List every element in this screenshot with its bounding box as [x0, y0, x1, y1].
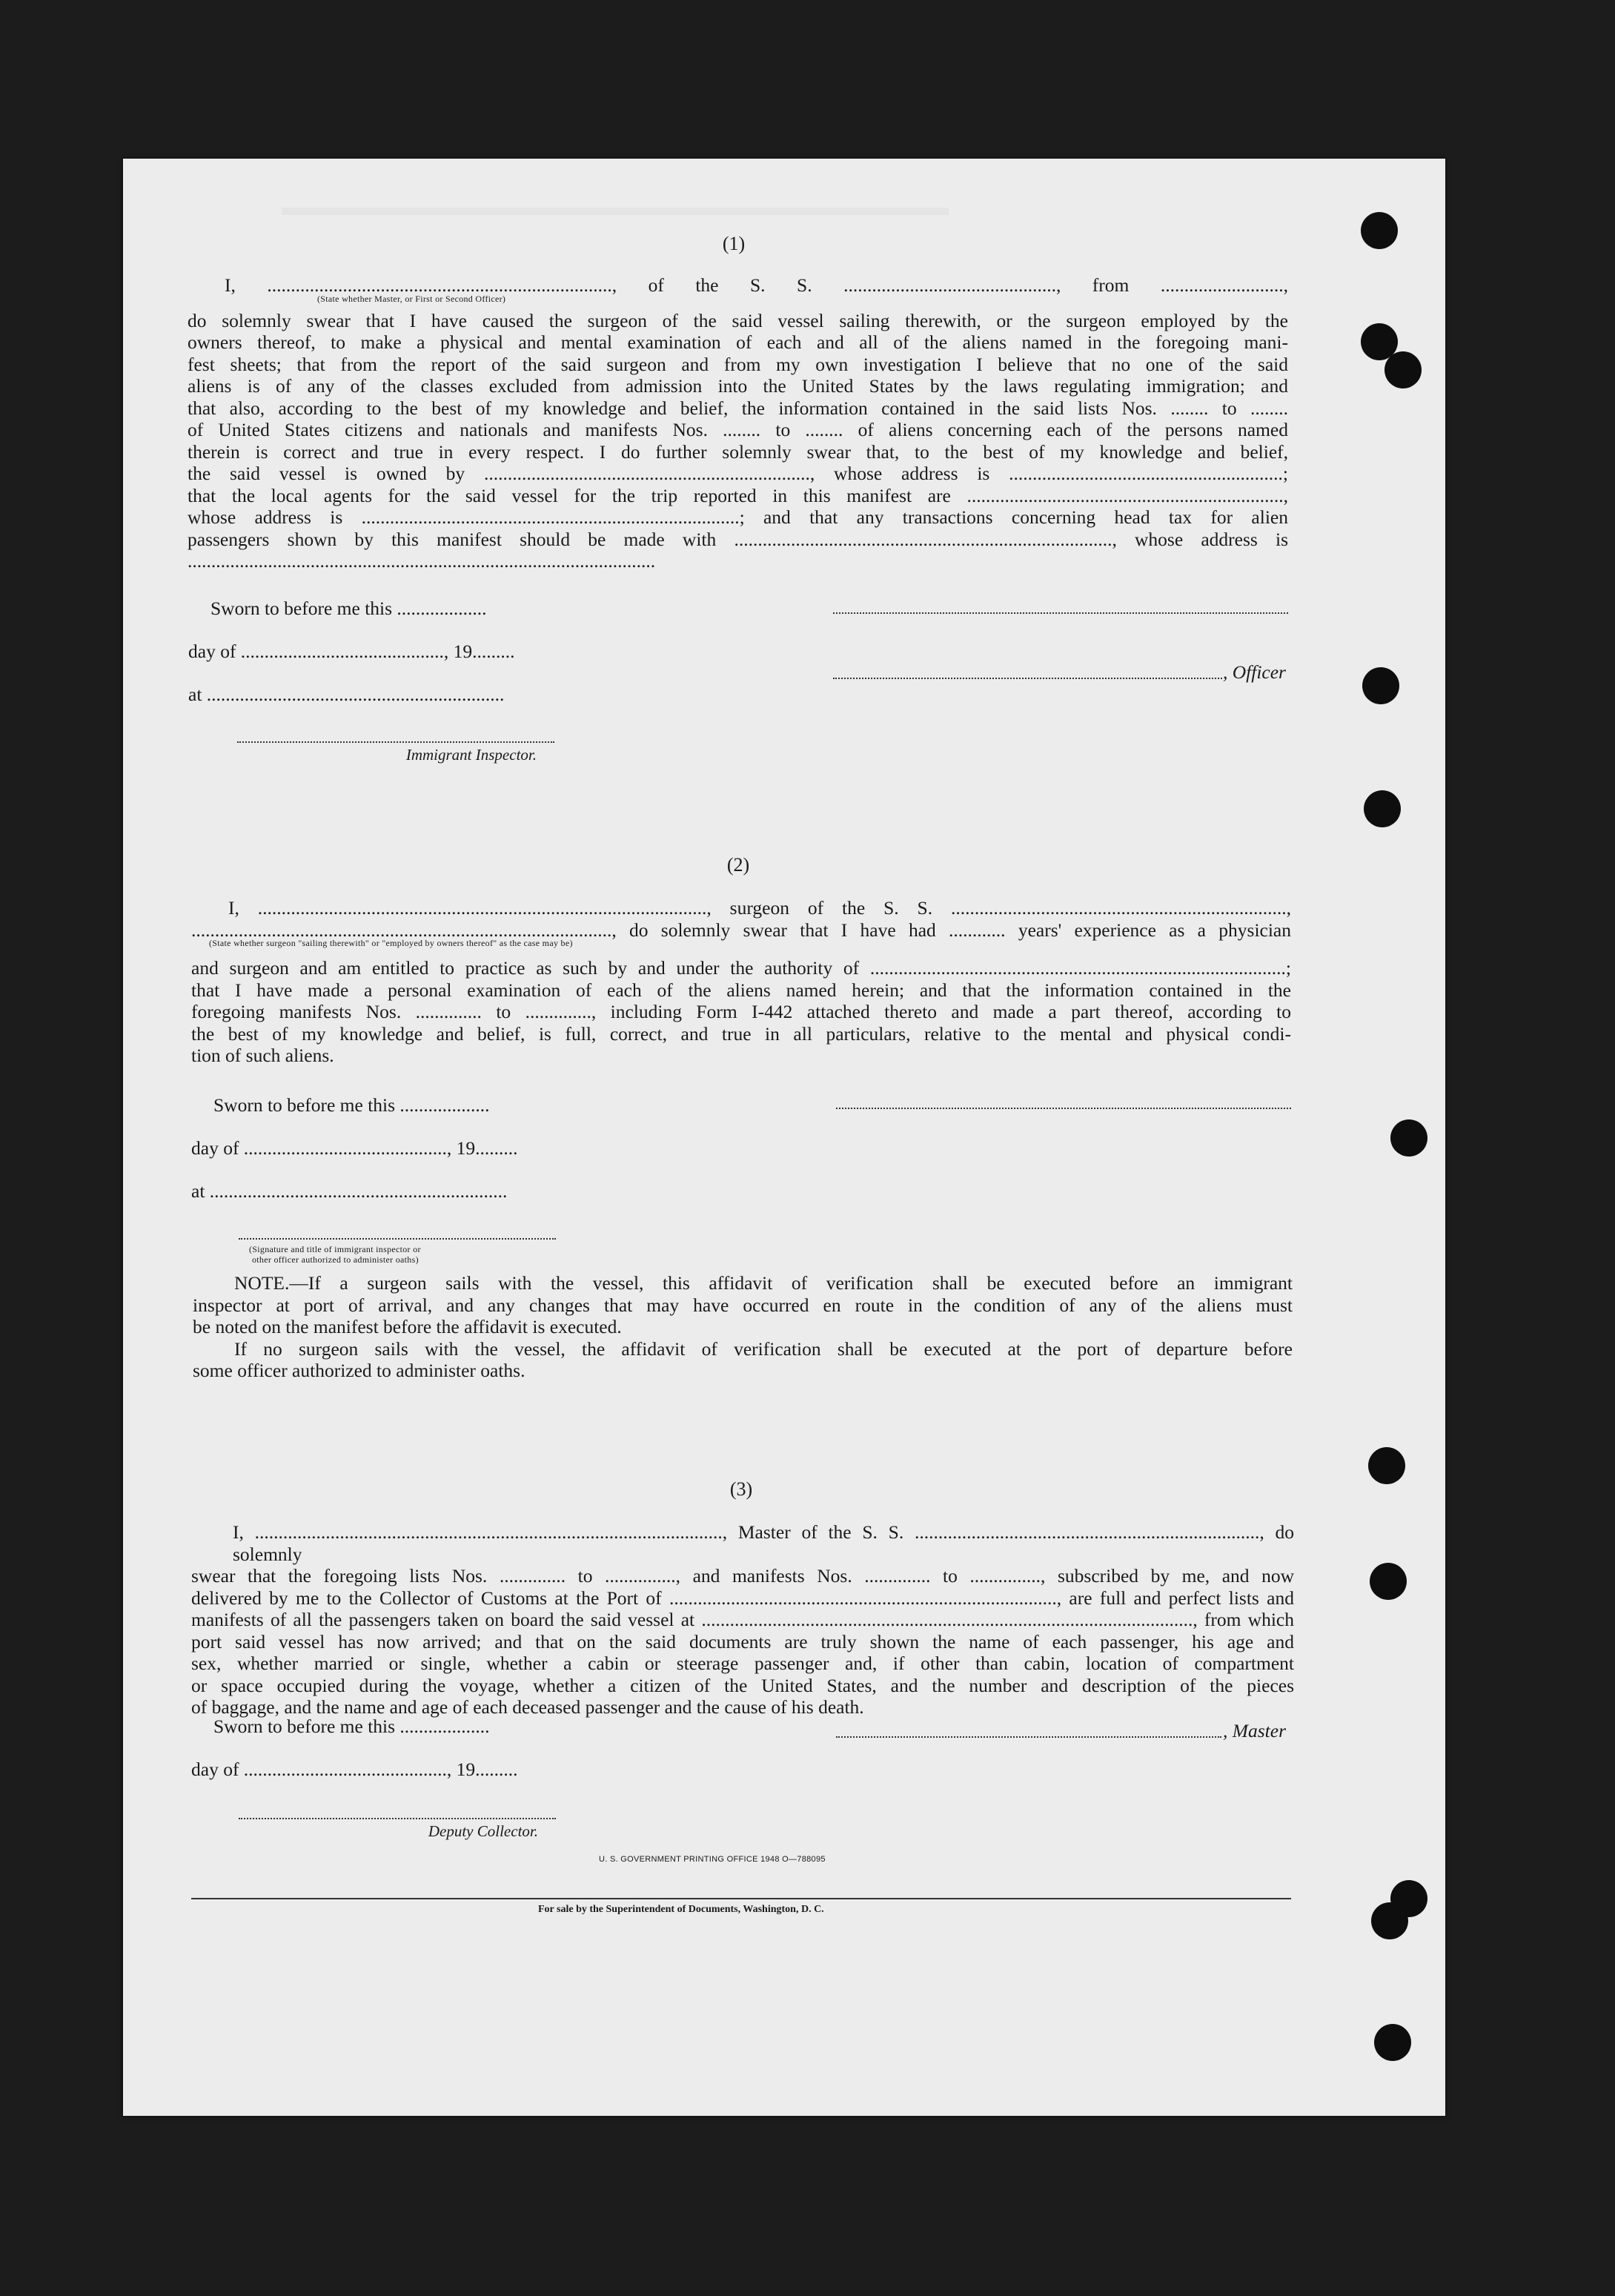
oath-line: ........................................................................................., do solemnly swear that I have had ............ years' experience as a physician: [191, 919, 1291, 941]
punch-hole: [1364, 790, 1401, 827]
bleed-through-text: [282, 208, 949, 259]
note-line: be noted on the manifest before the affidavit is executed.: [193, 1316, 622, 1337]
oath-line: do solemnly swear that I have caused the surgeon of the said vessel sailing therewith, or the surgeon employed by the: [188, 309, 1288, 331]
oath-line: passengers shown by this manifest should be made with ................................................................................, whose address is: [188, 528, 1288, 550]
inspector-signature-line: [239, 1238, 556, 1240]
section-2-oath: [191, 897, 1291, 1067]
oath-line: ...................................................................................................: [188, 550, 656, 572]
note-line: If no surgeon sails with the vessel, the affidavit of verification shall be executed at the port of departure before: [234, 1337, 1293, 1360]
oath-line: the best of my knowledge and belief, is full, correct, and true in all particulars, relative to the mental and physical condi-: [191, 1022, 1291, 1045]
day-of-line: day of ..........................................., 19.........: [188, 641, 515, 662]
at-line: at ...............................................................: [191, 1180, 508, 1202]
section-number: (3): [729, 1478, 753, 1500]
punch-hole: [1368, 1447, 1405, 1484]
punch-hole: [1390, 1119, 1427, 1157]
oath-line: the said vessel is owned by ....................................................................., whose address is ..........................................................;: [188, 463, 1288, 484]
day-of-line: day of ..........................................., 19.........: [191, 1137, 518, 1159]
master-signature-line: [836, 1736, 1221, 1738]
surgeon-note: (State whether surgeon "sailing therewith" or "employed by owners thereof" as the case may be): [209, 938, 573, 948]
oath-line: foregoing manifests Nos. .............. to .............., including Form I-442 attached thereto and made a part thereof, according to: [191, 1001, 1291, 1022]
collector-signature-line: [239, 1818, 556, 1819]
punch-hole: [1371, 1902, 1408, 1939]
oath-line: delivered by me to the Collector of Customs at the Port of .................................................................................., are full and perfect lists and: [191, 1587, 1294, 1609]
oath-line: port said vessel has now arrived; and that on the said documents are truly shown the name of each passenger, his age and: [191, 1630, 1294, 1652]
inspector-caption: Immigrant Inspector.: [405, 746, 537, 764]
oath-line: of baggage, and the name and age of each deceased passenger and the cause of his death.: [191, 1696, 864, 1718]
oath-line: I, ..................................................................................................., Master of the S. S. ........................................................................., do solemnly: [233, 1521, 1294, 1565]
note-line: NOTE.—If a surgeon sails with the vessel, this affidavit of verification shall be executed before an immigrant: [234, 1272, 1293, 1294]
section-1-oath: [188, 274, 1288, 572]
footer-rule: [191, 1898, 1291, 1899]
punch-hole: [1384, 351, 1422, 388]
oath-line: fest sheets; that from the report of the said surgeon and from my own investigation I believe that no one of the said: [188, 353, 1288, 375]
sworn-line: Sworn to before me this ...................: [213, 1716, 490, 1737]
note-line: some officer authorized to administer oaths.: [193, 1360, 525, 1381]
oath-line: I, ........................................................................., of the S. S. ............................................., from ..........................,: [225, 274, 1288, 296]
oath-line: that also, according to the best of my knowledge and belief, the information contained in the said lists Nos. ........ to ........: [188, 397, 1288, 419]
for-sale-notice: For sale by the Superintendent of Documents, Washington, D. C.: [538, 1904, 824, 1915]
at-line: at ...............................................................: [188, 684, 505, 705]
collector-caption: Deputy Collector.: [428, 1822, 538, 1840]
punch-hole: [1374, 2024, 1411, 2061]
officer-note: (State whether Master, or First or Second Officer): [317, 293, 506, 304]
oath-line: therein is correct and true in every respect. I do further solemnly swear that, to the best of my knowledge and belief,: [188, 440, 1288, 463]
note-line: inspector at port of arrival, and any changes that may have occurred en route in the condition of any of the aliens must: [193, 1294, 1293, 1316]
signature-note: other officer authorized to administer oaths): [252, 1254, 419, 1265]
oath-line: I, ..............................................................................................., surgeon of the S. S. .......................................................................,: [228, 897, 1291, 919]
sworn-line: Sworn to before me this ...................: [213, 1094, 490, 1116]
oath-line: sex, whether married or single, whether a cabin or steerage passenger and, if other than cabin, location of compartment: [191, 1652, 1294, 1674]
punch-hole: [1370, 1563, 1407, 1600]
officer-caption: , Officer: [1223, 661, 1286, 683]
inspector-signature-line: [237, 741, 554, 743]
section-number: (2): [726, 854, 750, 876]
oath-line: whose address is ................................................................................; and that any transactions concerning head tax for alien: [188, 506, 1288, 528]
oath-line: that the local agents for the said vessel for the trip reported in this manifest are ...................................................................,: [188, 484, 1288, 506]
printing-office-imprint: U. S. GOVERNMENT PRINTING OFFICE 1948 O—788095: [599, 1855, 826, 1864]
oath-line: that I have made a personal examination of each of the aliens named herein; and that the information contained in the: [191, 979, 1291, 1001]
master-caption: , Master: [1223, 1720, 1286, 1741]
officer-signature-line-upper: [833, 612, 1288, 614]
oath-line: manifests of all the passengers taken on board the said vessel at ........................................................................................................, from which: [191, 1609, 1294, 1630]
punch-hole: [1362, 667, 1399, 704]
oath-line: tion of such aliens.: [191, 1045, 334, 1066]
note-block: [193, 1272, 1293, 1382]
oath-line: swear that the foregoing lists Nos. .............. to ..............., and manifests Nos. .............. to ..............., subscribed by me, and now: [191, 1565, 1294, 1587]
punch-hole: [1361, 212, 1398, 249]
section-number: (1): [722, 233, 746, 254]
oath-line: and surgeon and am entitled to practice as such by and under the authority of ........................................................................................;: [191, 957, 1291, 979]
oath-line: owners thereof, to make a physical and mental examination of each and all of the aliens named in the foregoing mani-: [188, 331, 1288, 353]
section-3-oath: [191, 1521, 1294, 1718]
sworn-line: Sworn to before me this ...................: [210, 598, 487, 619]
officer-signature-line: [833, 678, 1222, 679]
signature-note: (Signature and title of immigrant inspector or: [249, 1244, 421, 1254]
oath-line: or space occupied during the voyage, whether a citizen of the United States, and the number and description of the pieces: [191, 1674, 1294, 1696]
oath-line: aliens is of any of the classes excluded from admission into the United States by the laws regulating immigration; and: [188, 375, 1288, 397]
oath-line: of United States citizens and nationals and manifests Nos. ........ to ........ of aliens concerning each of the persons named: [188, 419, 1288, 440]
day-of-line: day of ..........................................., 19.........: [191, 1759, 518, 1780]
surgeon-signature-line: [836, 1108, 1291, 1109]
